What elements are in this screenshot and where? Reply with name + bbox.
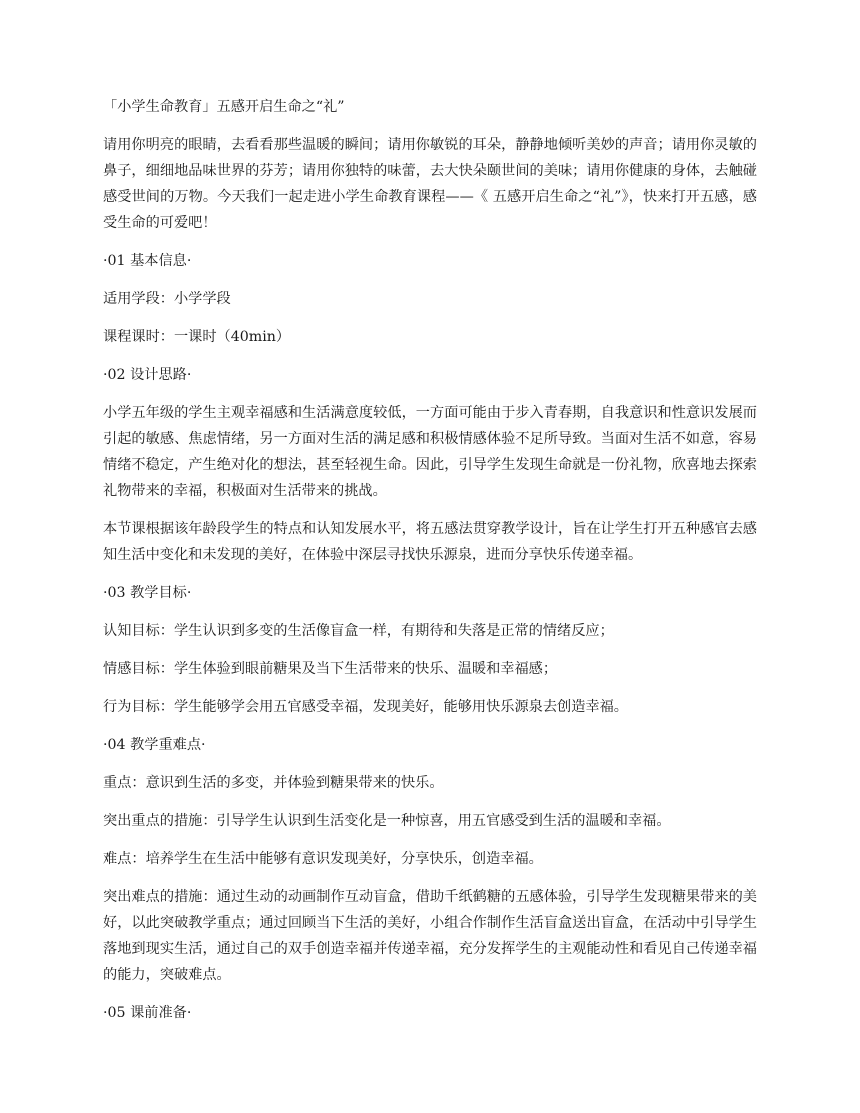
paragraph-emotional-goal: 情感目标：学生体验到眼前糖果及当下生活带来的快乐、温暖和幸福感； [103, 661, 558, 677]
intro-paragraph: 请用你明亮的眼睛，去看看那些温暖的瞬间；请用你敏锐的耳朵，静静地倾听美妙的声音；请用你灵敏的鼻子，细细地品味世界的芬芳；请用你独特的味蕾，去大快朵颐世间的美味；请用你健康的身体，去触碰感受世间的万物。今天我们一起走进小学生命教育课程——《 五感开启生命之“礼”》，快来打开五感，感受生命的可爱吧！ [103, 137, 757, 231]
section-heading-key-points: ·04 教学重难点· [103, 737, 206, 753]
section-heading-design: ·02 设计思路· [103, 367, 192, 383]
paragraph-behavior-goal: 行为目标：学生能够学会用五官感受幸福，发现美好，能够用快乐源泉去创造幸福。 [103, 699, 628, 715]
document-page [103, 94, 757, 1038]
section-heading-objectives: ·03 教学目标· [103, 585, 192, 601]
section-heading-basic-info: ·01 基本信息· [103, 253, 192, 269]
paragraph-key-point: 重点：意识到生活的多变，并体验到糖果带来的快乐。 [103, 775, 444, 791]
paragraph-difficulty-measures: 突出难点的措施：通过生动的动画制作互动盲盒，借助千纸鹤糖的五感体验，引导学生发现糖果带来的美好，以此突破教学重点；通过回顾当下生活的美好，小组合作制作生活盲盒送出盲盒，在活动中引导学生落地到现实生活，通过自己的双手创造幸福并传递幸福，充分发挥学生的主观能动性和看见自己传递幸福的能力，突破难点。 [103, 889, 757, 983]
paragraph-design-2: 本节课根据该年龄段学生的特点和认知发展水平，将五感法贯穿教学设计，旨在让学生打开五种感官去感知生活中变化和未发现的美好，在体验中深层寻找快乐源泉，进而分享快乐传递幸福。 [103, 521, 757, 563]
paragraph-difficulty: 难点：培养学生在生活中能够有意识发现美好，分享快乐，创造幸福。 [103, 851, 543, 867]
paragraph-design-1: 小学五年级的学生主观幸福感和生活满意度较低，一方面可能由于步入青春期，自我意识和性意识发展而引起的敏感、焦虑情绪，另一方面对生活的满足感和积极情感体验不足所导致。当面对生活不如意，容易情绪不稳定，产生绝对化的想法，甚至轻视生命。因此，引导学生发现生命就是一份礼物，欣喜地去探索礼物带来的幸福，积极面对生活带来的挑战。 [103, 405, 757, 499]
paragraph-grade-level: 适用学段：小学学段 [103, 291, 231, 307]
paragraph-key-point-measures: 突出重点的措施：引导学生认识到生活变化是一种惊喜，用五官感受到生活的温暖和幸福。 [103, 813, 671, 829]
document-title: 「小学生命教育」五感开启生命之“礼” [103, 99, 345, 115]
paragraph-class-hours: 课程课时：一课时（40min） [103, 329, 291, 345]
section-heading-preparation: ·05 课前准备· [103, 1005, 192, 1021]
paragraph-cognitive-goal: 认知目标：学生认识到多变的生活像盲盒一样，有期待和失落是正常的情绪反应； [103, 623, 614, 639]
